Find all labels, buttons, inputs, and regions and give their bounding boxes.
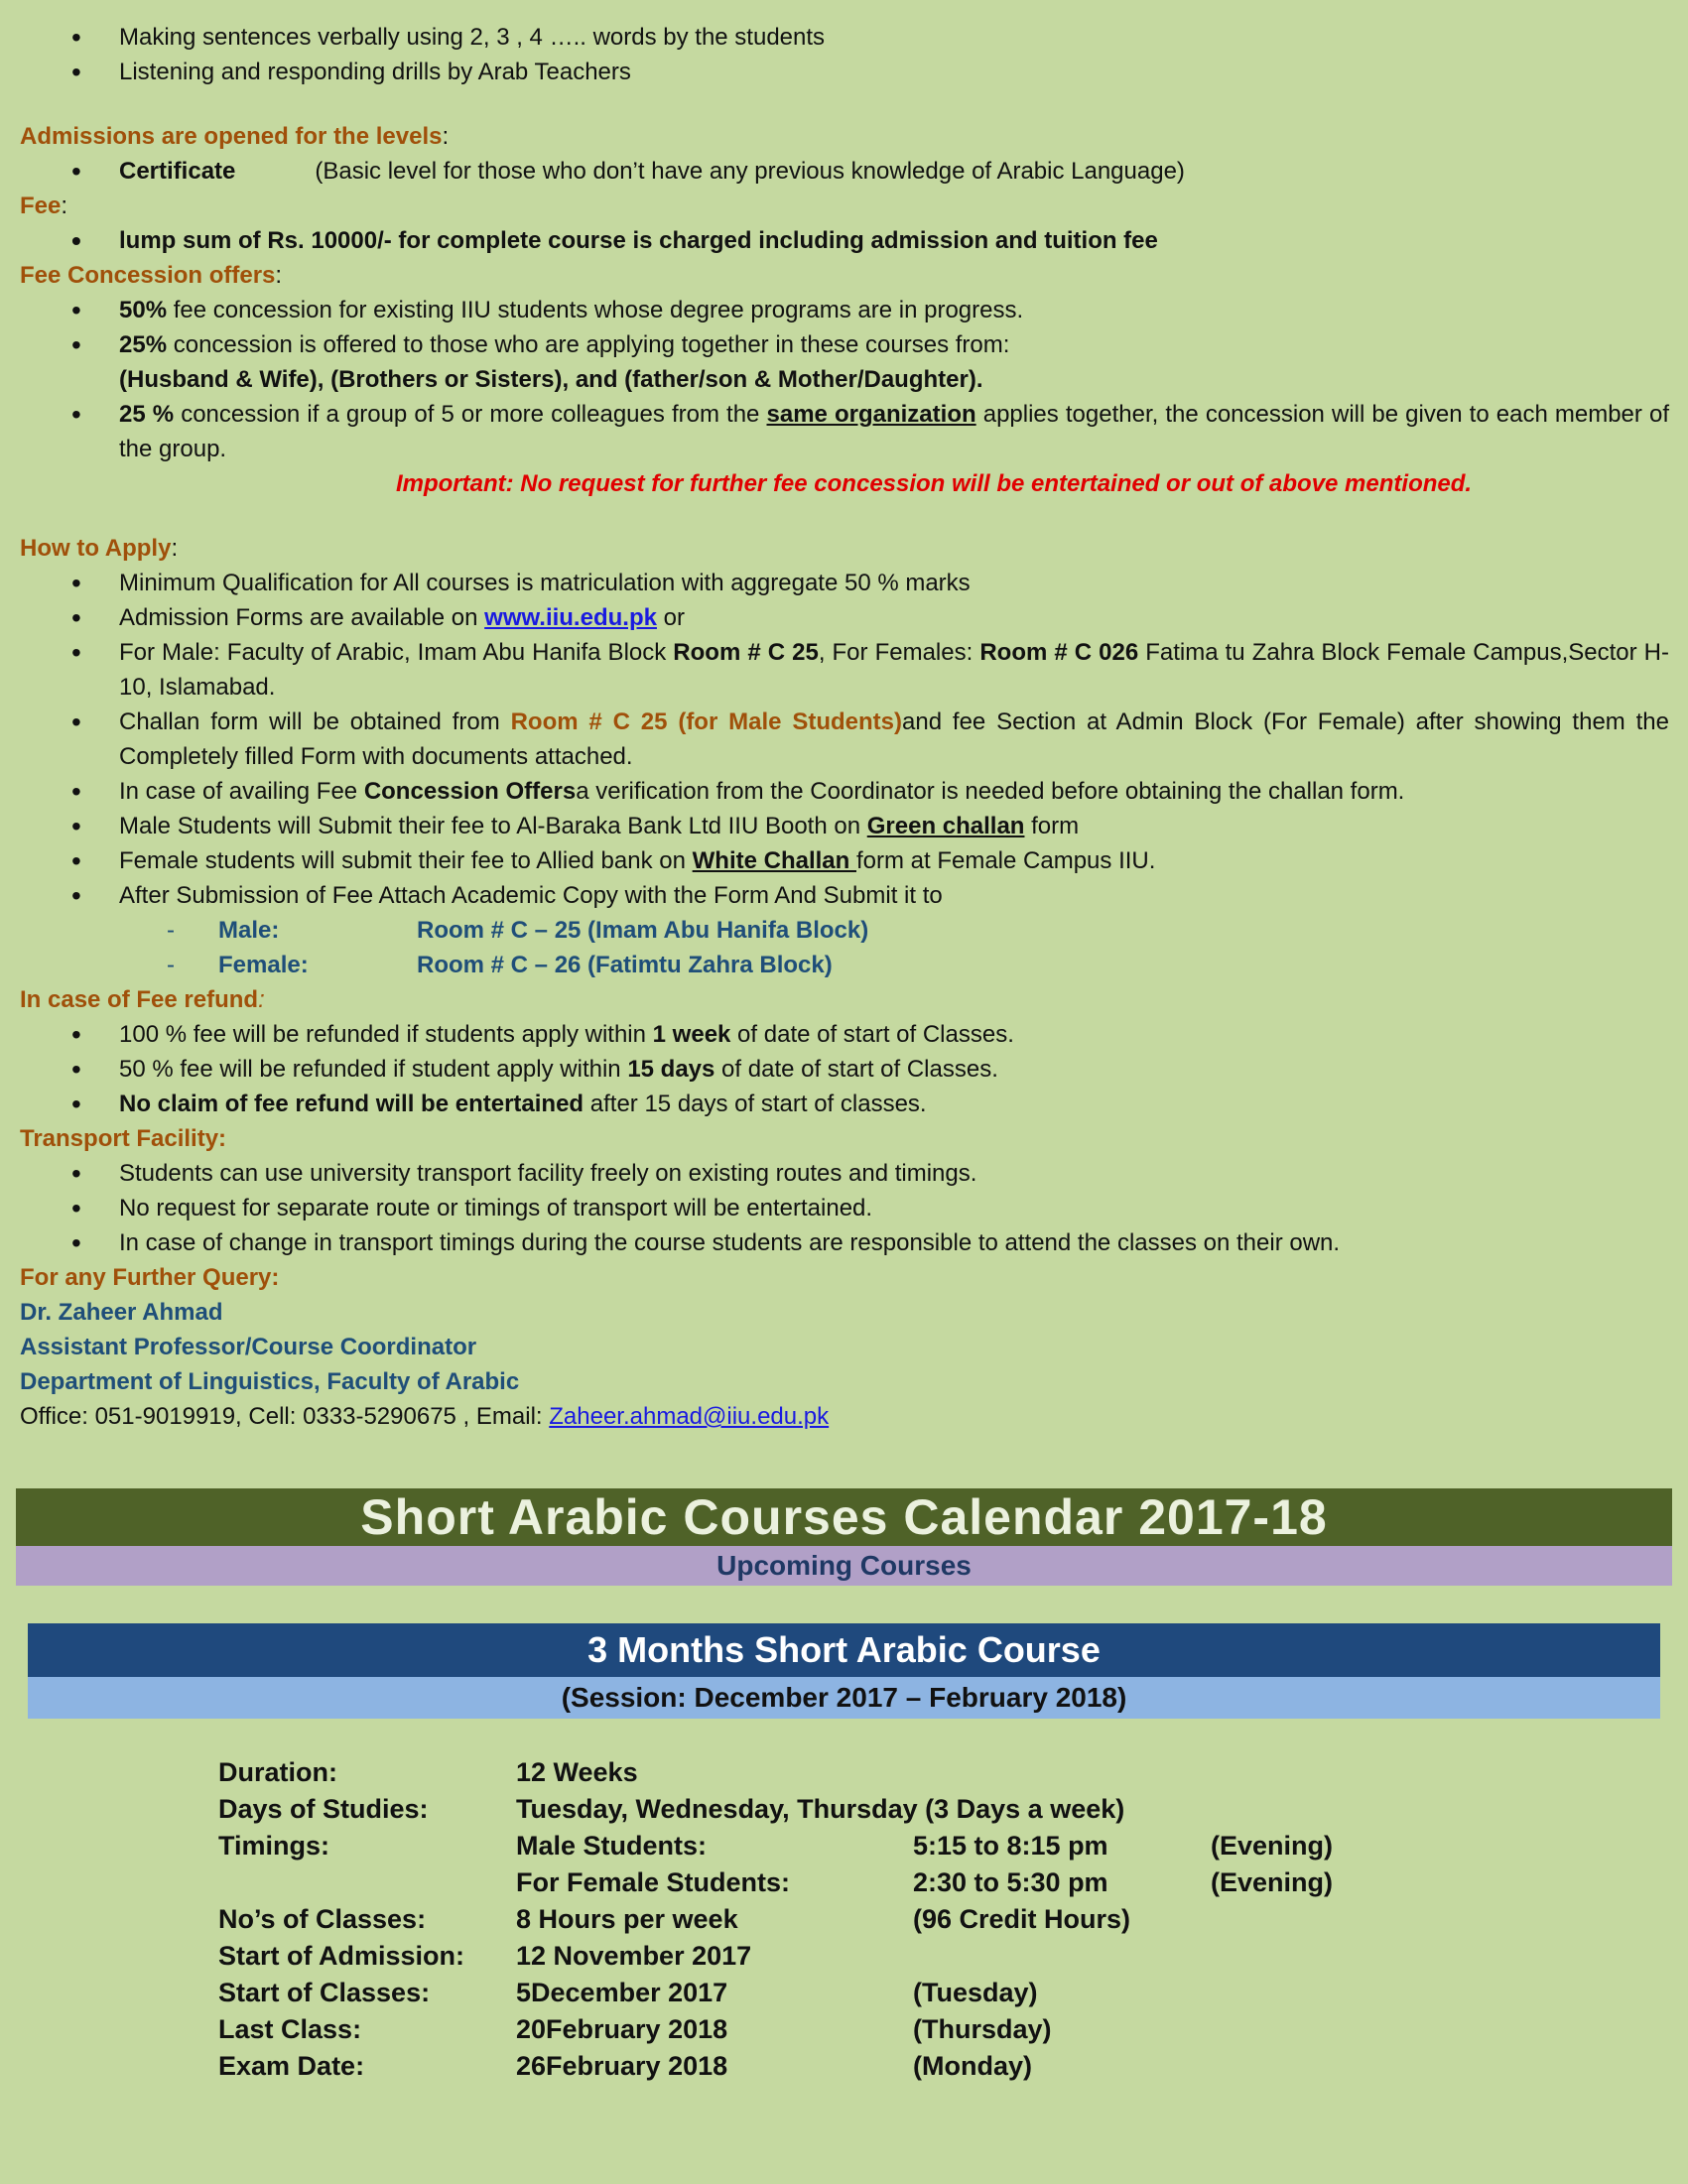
list-item: • After Submission of Fee Attach Academic Copy with the Form And Submit it to	[20, 878, 1669, 913]
list-item: • lump sum of Rs. 10000/- for complete course is charged including admission and tuition fee	[20, 223, 1669, 258]
list-item: • 25% concession is offered to those who are applying together in these courses from: (Husband & Wife), (Brothers or Sisters), and (father/son & Mother/Daughter).	[20, 327, 1669, 397]
detail-row: No’s of Classes: 8 Hours per week (96 Credit Hours)	[218, 1904, 1131, 1934]
query-heading: For any Further Query:	[20, 1264, 280, 1291]
list-item: • 50 % fee will be refunded if student apply within 15 days of date of start of Classes.	[20, 1052, 1669, 1087]
apply-list	[20, 566, 1669, 913]
list-item: • No request for separate route or timings of transport will be entertained.	[20, 1191, 1669, 1225]
list-item: • For Male: Faculty of Arabic, Imam Abu Hanifa Block Room # C 25, For Females: Room # C 026 Fatima tu Zahra Block Female Campus,Sector H-10, Islamabad.	[20, 635, 1669, 705]
detail-row: Start of Classes: 5December 2017 (Tuesday)	[218, 1978, 1038, 2007]
list-item: • Male Students will Submit their fee to Al-Baraka Bank Ltd IIU Booth on Green challan form	[20, 809, 1669, 843]
apply-heading: How to Apply:	[20, 535, 179, 562]
transport-heading: Transport Facility:	[20, 1125, 227, 1152]
detail-row: Days of Studies: Tuesday, Wednesday, Thursday (3 Days a week)	[218, 1794, 1125, 1824]
course-details	[218, 1754, 1608, 2085]
calendar-title: Short Arabic Courses Calendar 2017-18	[16, 1488, 1672, 1546]
admissions-heading: Admissions are opened for the levels:	[20, 123, 450, 150]
list-item: • No claim of fee refund will be entertained after 15 days of start of classes.	[20, 1087, 1669, 1121]
male-room-row: - Male: Room # C – 25 (Imam Abu Hanifa Block)	[167, 917, 869, 944]
email-link[interactable]: Zaheer.ahmad@iiu.edu.pk	[549, 1403, 830, 1430]
concession-heading: Fee Concession offers:	[20, 262, 283, 289]
intro-bullet-list	[20, 20, 1669, 89]
female-room-row: - Female: Room # C – 26 (Fatimtu Zahra Block)	[167, 952, 833, 978]
list-item: • Challan form will be obtained from Room # C 25 (for Male Students)and fee Section at Admin Block (For Female) after showing them the Completely filled Form with documents attached.	[20, 705, 1669, 774]
detail-row: Start of Admission: 12 November 2017	[218, 1941, 752, 1971]
detail-row: Last Class: 20February 2018 (Thursday)	[218, 2014, 1052, 2044]
list-item: • Certificate (Basic level for those who don’t have any previous knowledge of Arabic Language)	[20, 154, 1669, 189]
transport-list	[20, 1156, 1669, 1260]
detail-row: Timings: Male Students: 5:15 to 8:15 pm (Evening)	[218, 1831, 1334, 1861]
list-item: • Listening and responding drills by Arab Teachers	[20, 55, 1669, 89]
fee-heading: Fee:	[20, 193, 68, 219]
calendar-subtitle: Upcoming Courses	[16, 1546, 1672, 1586]
admissions-list	[20, 154, 1669, 189]
list-item: • 100 % fee will be refunded if students apply within 1 week of date of start of Classes.	[20, 1017, 1669, 1052]
list-item: • 50% fee concession for existing IIU students whose degree programs are in progress.	[20, 293, 1669, 327]
list-item: • In case of availing Fee Concession Offersa verification from the Coordinator is needed before obtaining the challan form.	[20, 774, 1669, 809]
website-link[interactable]: www.iiu.edu.pk	[484, 604, 657, 631]
list-item: • Students can use university transport facility freely on existing routes and timings.	[20, 1156, 1669, 1191]
contact-name: Dr. Zaheer Ahmad	[20, 1299, 223, 1326]
contact-dept: Department of Linguistics, Faculty of Arabic	[20, 1368, 520, 1395]
list-item: • Admission Forms are available on www.iiu.edu.pk or	[20, 600, 1669, 635]
detail-row: Duration: 12 Weeks	[218, 1757, 638, 1787]
list-item: • Female students will submit their fee to Allied bank on White Challan form at Female Campus IIU.	[20, 843, 1669, 878]
detail-row: For Female Students: 2:30 to 5:30 pm (Evening)	[516, 1867, 1334, 1897]
fee-list	[20, 223, 1669, 258]
document-body	[20, 20, 1669, 1434]
list-item: • Minimum Qualification for All courses is matriculation with aggregate 50 % marks	[20, 566, 1669, 600]
detail-row: Exam Date: 26February 2018 (Monday)	[218, 2051, 1032, 2081]
important-note: Important: No request for further fee concession will be entertained or out of above mentioned.	[395, 470, 1473, 497]
list-item: • 25 % concession if a group of 5 or more colleagues from the same organization applies together, the concession will be given to each member of the group.	[20, 397, 1669, 466]
refund-heading: In case of Fee refund:	[20, 986, 265, 1013]
list-item: • In case of change in transport timings during the course students are responsible to attend the classes on their own.	[20, 1225, 1669, 1260]
course-session: (Session: December 2017 – February 2018)	[28, 1677, 1660, 1719]
contact-title: Assistant Professor/Course Coordinator	[20, 1334, 477, 1360]
list-item: • Making sentences verbally using 2, 3 , 4 ….. words by the students	[20, 20, 1669, 55]
contact-line: Office: 051-9019919, Cell: 0333-5290675 , Email: Zaheer.ahmad@iiu.edu.pk	[20, 1403, 830, 1430]
concession-list	[20, 293, 1669, 466]
refund-list	[20, 1017, 1669, 1121]
course-title: 3 Months Short Arabic Course	[28, 1623, 1660, 1677]
